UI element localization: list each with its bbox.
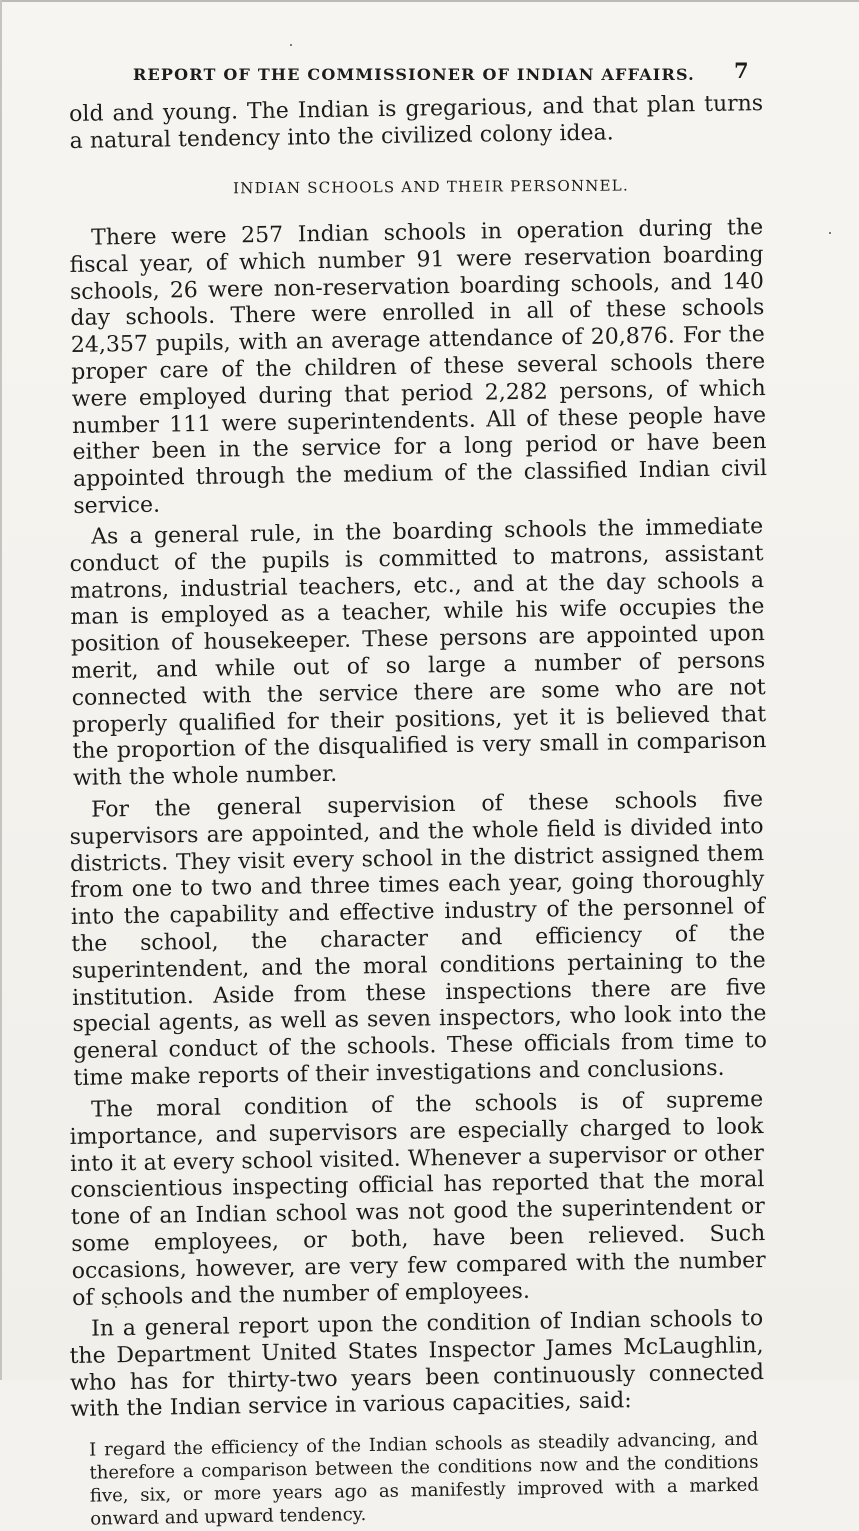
paragraph-school-conduct: As a general rule, in the boarding schools the immediate conduct of the pupils is committed to matrons, assistant matrons, industrial teachers, etc., and at the day schools a man is employed as a teacher, while his wife occupies the position of housekeeper. These persons are appointed upon merit, and while out of so large a number of persons connected with the service there are some who are not properly qualified for their positions, yet it is believed that the proportion of the disqualified is very small in comparison with the whole number. [69, 514, 767, 792]
page-body [69, 91, 768, 1531]
paragraph-supervision: For the general supervision of these schools five supervisors are appointed, and the whole field is divided into districts. They visit every school in the district assigned them from one to two and three times each year, going thoroughly into the capability and effective industry of the personnel of the school, the character and efficiency of the superintendent, and the moral conditions pertaining to the institution. Aside from these inspections there are five special agents, as well as seven inspectors, who look into the general conduct of the schools. These officials from time to time make reports of their investigations and conclusions. [69, 787, 768, 1092]
paragraph-moral-condition: The moral condition of the schools is of supreme importance, and supervisors are especially charged to look into it at every school visited. Whenever a supervisor or other conscientious inspecting official has reported that the moral tone of an Indian school was not good the superintendent or some employees, or both, have been relieved. Such occasions, however, are very few compared with the number of schools and the number of employees. [69, 1087, 766, 1311]
page-number: 7 [734, 58, 749, 83]
paragraph-schools-statistics: There were 257 Indian schools in operation during the fiscal year, of which number 91 were reservation boarding schools, 26 were non-reservation boarding schools, and 140 day schools. There were enrolled in all of these schools 24,357 pupils, with an average attendance of 20,876. For the proper care of the children of these several schools there were employed during that period 2,282 persons, of which number 111 were superintendents. All of these people have either been in the service for a long period or have been appointed through the medium of the classified Indian civil service. [69, 214, 768, 519]
quoted-statement: I regard the efficiency of the Indian schools as steadily advancing, and therefore a comparison between the conditions now and the conditions five, six, or more years ago as manifestly improved with a marked onward and upward tendency. [89, 1428, 760, 1530]
print-speck-right [829, 232, 831, 234]
running-title: REPORT OF THE COMMISSIONER OF INDIAN AFFAIRS. [133, 65, 695, 84]
continuation-paragraph: old and young. The Indian is gregarious, and that plan turns a natural tendency into the civilized colony idea. [69, 91, 764, 154]
scan-edge-top [0, 0, 859, 2]
running-head [0, 58, 859, 92]
section-heading: INDIAN SCHOOLS AND THEIR PERSONNEL. [233, 176, 629, 197]
scan-edge-left [0, 0, 2, 1380]
paragraph-inspector-report: In a general report upon the condition of Indian schools to the Department United States Inspector James McLaughlin, who has for thirty-two years been continuously connected with the Indian service in various capacities, said: [69, 1306, 765, 1423]
print-speck-top [290, 44, 292, 46]
